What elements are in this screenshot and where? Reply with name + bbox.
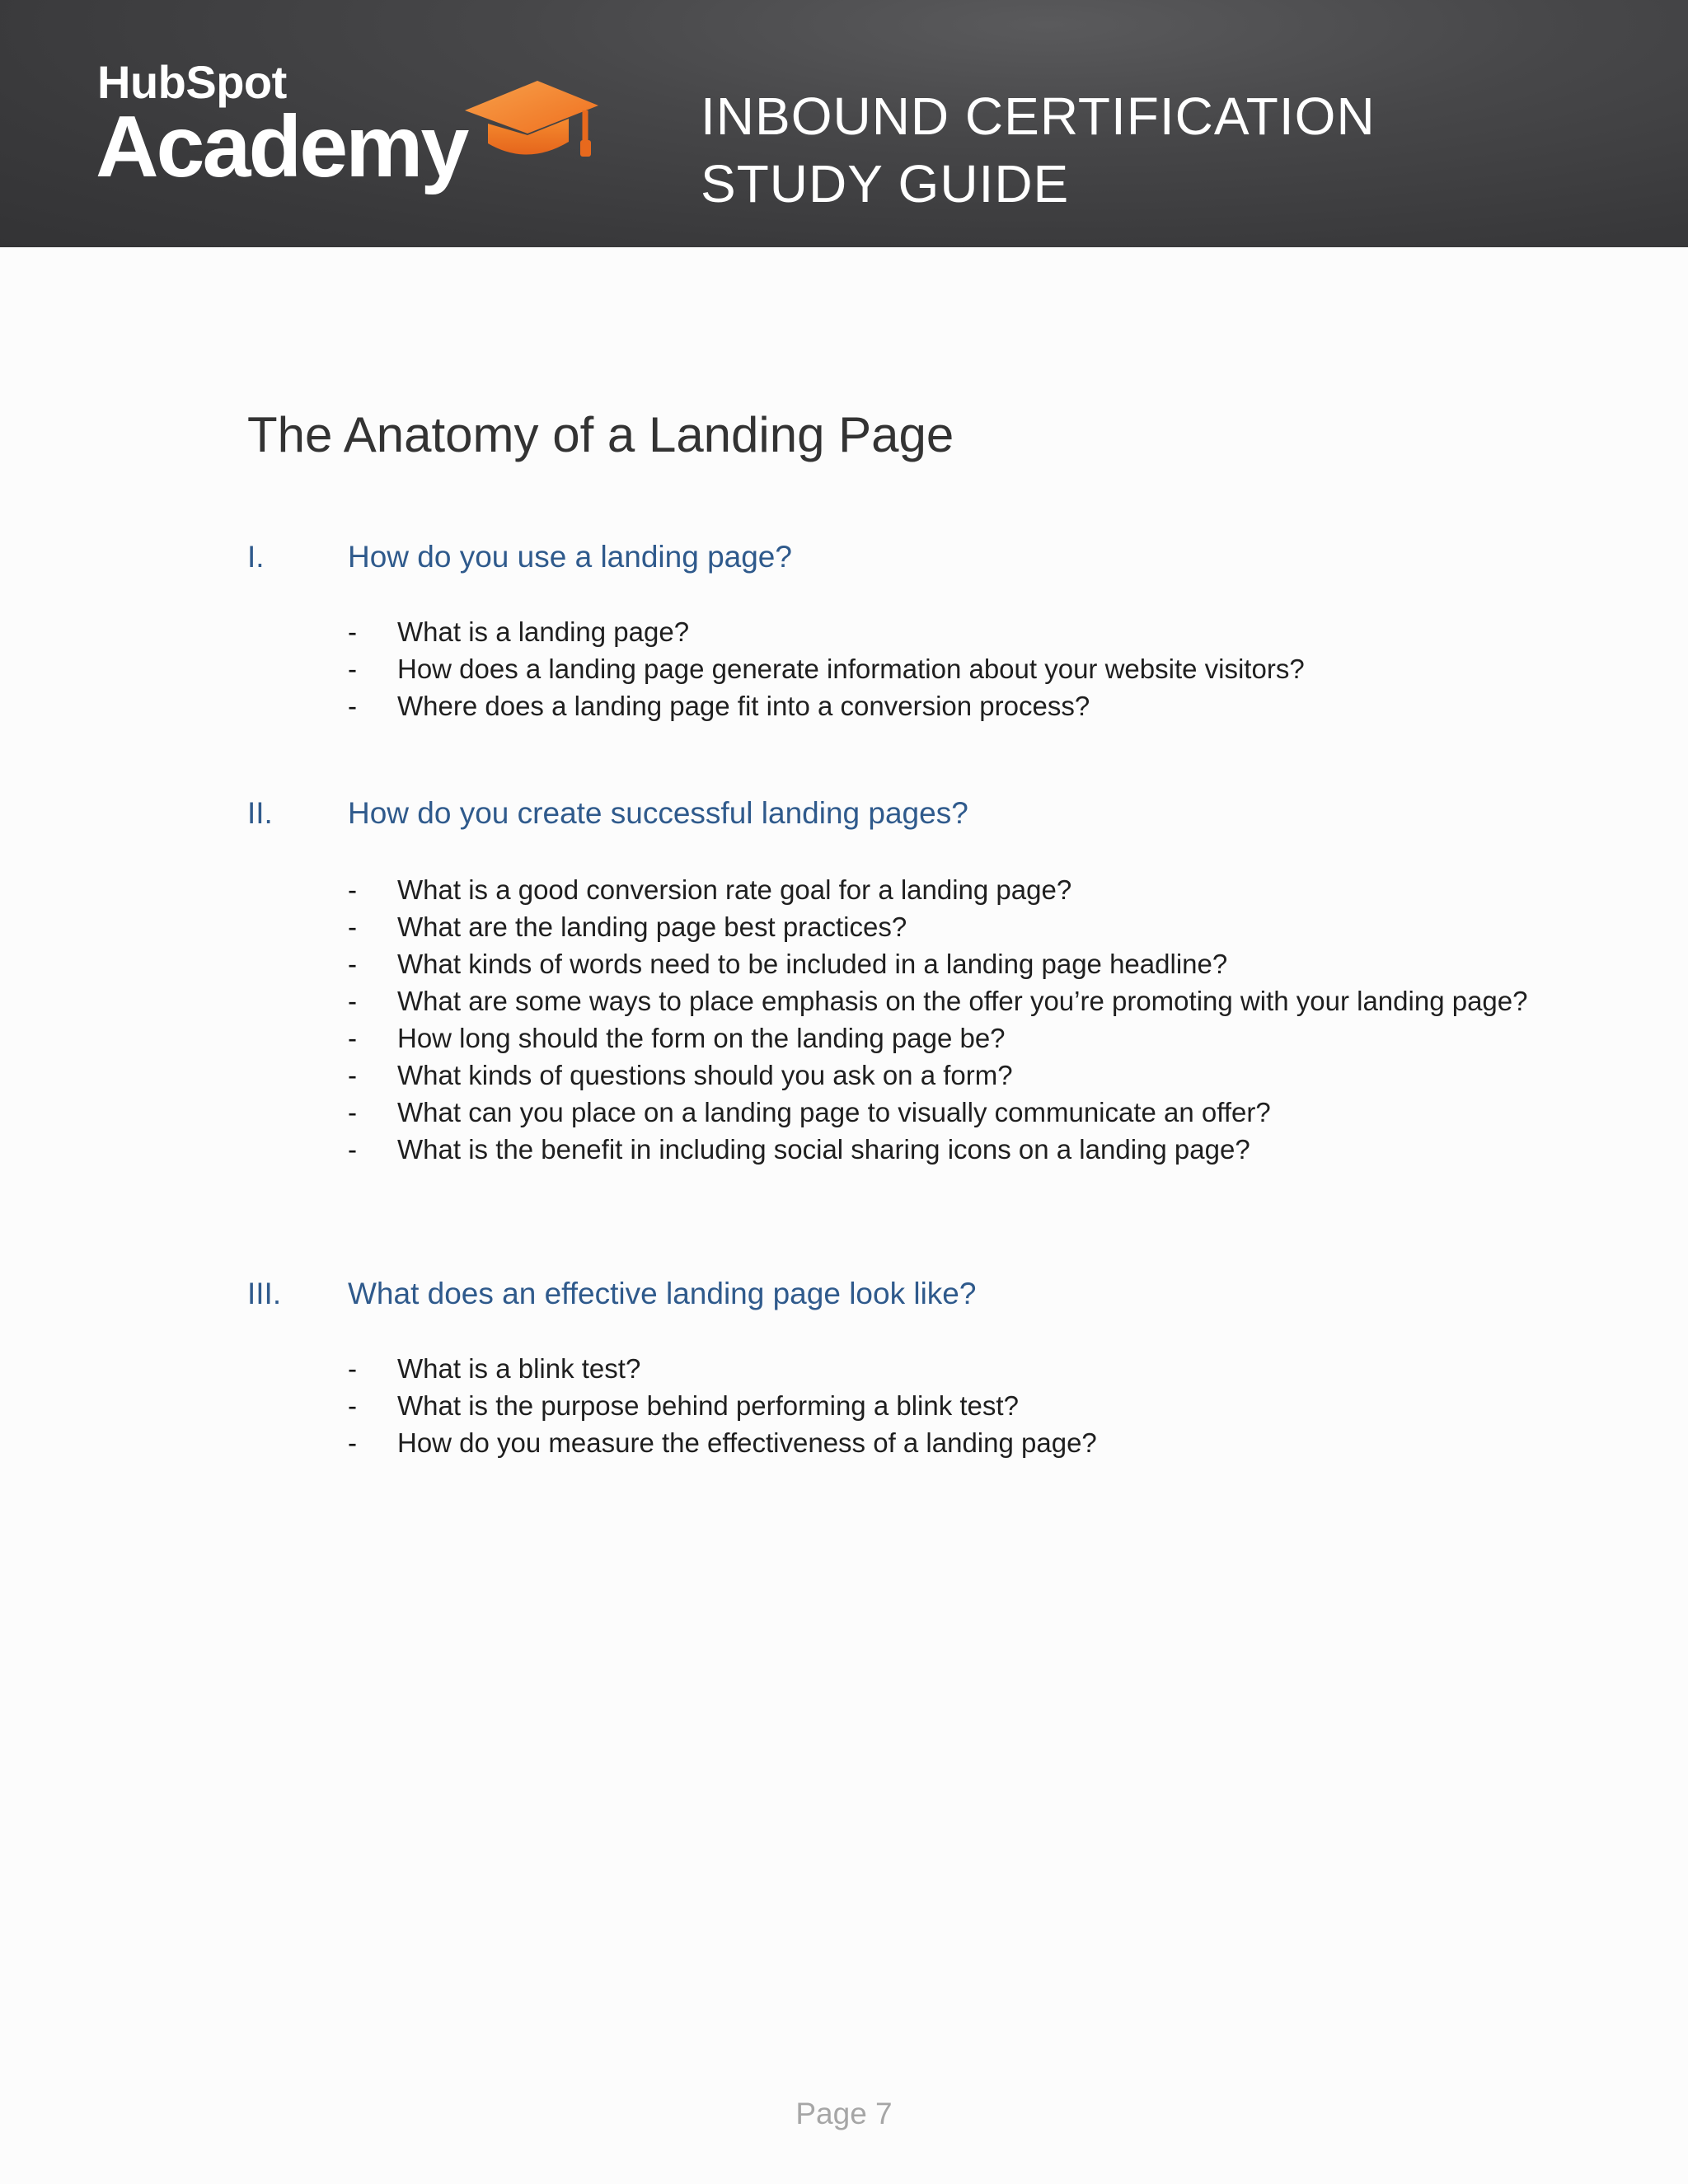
document-title-line-1: INBOUND CERTIFICATION <box>701 87 1376 146</box>
question-list <box>247 1350 1484 1461</box>
section-heading-text: How do you create successful landing pages? <box>348 796 968 830</box>
question-list <box>247 871 1528 1168</box>
list-item <box>247 908 1484 945</box>
bullet-dash: - <box>348 691 357 721</box>
section-numeral: II. <box>247 796 273 830</box>
question-text: Where does a landing page fit into a conversion process? <box>397 691 1090 721</box>
question-text: How long should the form on the landing page be? <box>397 1023 1006 1053</box>
question-text: What is the benefit in including social sharing icons on a landing page? <box>397 1134 1250 1165</box>
list-item <box>247 1387 1484 1424</box>
page-header <box>0 0 1688 247</box>
list-item <box>247 650 1484 687</box>
graduation-cap-icon <box>462 74 602 173</box>
logo-product-text: Academy <box>96 98 467 195</box>
bullet-dash: - <box>348 874 357 905</box>
section-numeral: III. <box>247 1277 282 1310</box>
list-item <box>247 1424 1484 1461</box>
question-text: What is a blink test? <box>397 1353 641 1384</box>
question-text: What are some ways to place emphasis on the offer you’re promoting with your landing page? <box>397 986 1528 1016</box>
list-item <box>247 982 1528 1019</box>
section-heading <box>247 534 1484 580</box>
question-list <box>247 613 1484 724</box>
section-heading-text: What does an effective landing page look like? <box>348 1277 977 1310</box>
bullet-dash: - <box>348 1390 357 1421</box>
question-text: What is the purpose behind performing a blink test? <box>397 1390 1019 1421</box>
bullet-dash: - <box>348 986 357 1016</box>
bullet-dash: - <box>348 1134 357 1165</box>
question-text: What kinds of words need to be included in a landing page headline? <box>397 949 1228 979</box>
section-numeral: I. <box>247 540 265 574</box>
list-item <box>247 613 1484 650</box>
document-title <box>701 82 1607 218</box>
list-item <box>247 1094 1484 1131</box>
question-text: What is a landing page? <box>397 616 690 647</box>
logo-brand-text: HubSpot <box>97 56 287 108</box>
bullet-dash: - <box>348 654 357 684</box>
question-text: What are the landing page best practices? <box>397 912 907 942</box>
list-item <box>247 1350 1484 1387</box>
question-text: What is a good conversion rate goal for a landing page? <box>397 874 1072 905</box>
bullet-dash: - <box>348 949 357 979</box>
section-heading <box>247 1271 1484 1317</box>
section-heading <box>247 790 1484 837</box>
hubspot-academy-logo <box>97 56 608 204</box>
section-heading-text: How do you use a landing page? <box>348 540 792 574</box>
page-number: Page 7 <box>795 2097 893 2130</box>
bullet-dash: - <box>348 1353 357 1384</box>
question-text: How do you measure the effectiveness of a landing page? <box>397 1427 1097 1458</box>
list-item <box>247 1131 1484 1168</box>
document-title-line-2: STUDY GUIDE <box>701 154 1070 213</box>
list-item <box>247 945 1484 982</box>
list-item <box>247 871 1484 908</box>
list-item <box>247 1019 1484 1057</box>
bullet-dash: - <box>348 1427 357 1458</box>
bullet-dash: - <box>348 616 357 647</box>
question-text: How does a landing page generate information about your website visitors? <box>397 654 1305 684</box>
bullet-dash: - <box>348 1023 357 1053</box>
question-text: What can you place on a landing page to visually communicate an offer? <box>397 1097 1271 1127</box>
bullet-dash: - <box>348 1097 357 1127</box>
page-title: The Anatomy of a Landing Page <box>247 407 954 462</box>
section-3 <box>247 1271 1484 1461</box>
question-text: What kinds of questions should you ask on a form? <box>397 1060 1013 1090</box>
section-2 <box>247 790 1528 1168</box>
list-item <box>247 1057 1484 1094</box>
bullet-dash: - <box>348 912 357 942</box>
section-1 <box>247 534 1484 724</box>
bullet-dash: - <box>348 1060 357 1090</box>
list-item <box>247 687 1484 724</box>
